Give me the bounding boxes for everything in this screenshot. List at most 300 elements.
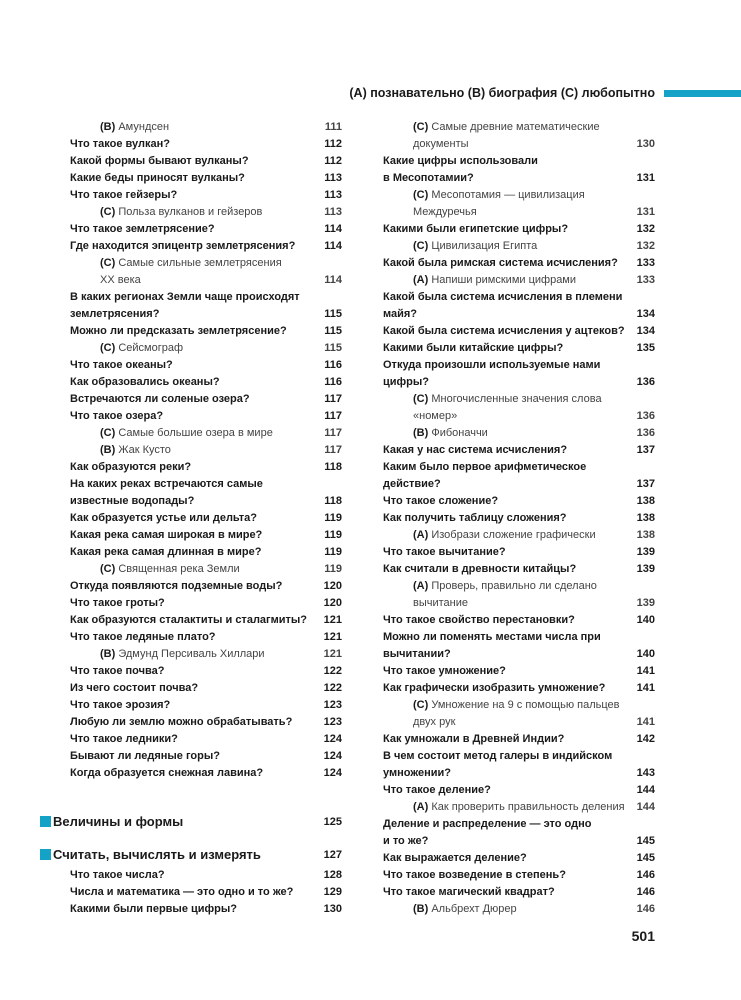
entry-line: [383, 646, 655, 663]
toc-entry: [70, 867, 342, 884]
entry-page: 136: [636, 410, 655, 422]
entry-page: 141: [636, 716, 655, 728]
entry-line: [100, 272, 342, 289]
entry-page: 138: [636, 512, 655, 524]
toc-entry: [70, 510, 342, 527]
entry-line: [383, 510, 655, 527]
entry-text: Месопотамия — цивилизация: [431, 189, 585, 201]
entry-text: В каких регионах Земли чаще происходят: [70, 291, 300, 303]
entry-line: [383, 153, 655, 170]
entry-text: Что такое землетрясение?: [70, 223, 215, 235]
entry-page: 129: [323, 886, 342, 898]
entry-text: Какими были китайские цифры?: [383, 342, 564, 354]
toc-entry: [70, 884, 342, 901]
entry-line: [100, 340, 342, 357]
toc-entry: [70, 289, 342, 323]
category-tag: (C): [100, 342, 116, 354]
entry-line: [383, 629, 655, 646]
toc-entry: [70, 476, 342, 510]
entry-text: Какой была система исчисления в племени: [383, 291, 623, 303]
entry-text: Изобрази сложение графически: [431, 529, 596, 541]
toc-entry: [70, 748, 342, 765]
entry-text: Из чего состоит почва?: [70, 682, 199, 694]
entry-page: 132: [636, 240, 655, 252]
entry-line: [100, 646, 342, 663]
entry-page: 146: [636, 869, 655, 881]
entry-text: Как графически изобразить умножение?: [383, 682, 606, 694]
entry-text: «номер»: [413, 410, 458, 422]
category-tag: (C): [413, 699, 429, 711]
entry-line: [383, 765, 655, 782]
entry-page: 144: [636, 784, 655, 796]
entry-page: 114: [324, 240, 342, 252]
entry-line: [70, 748, 342, 765]
entry-page: 123: [323, 716, 342, 728]
entry-page: 141: [636, 682, 655, 694]
entry-text: Какая у нас система исчисления?: [383, 444, 568, 456]
entry-line: [70, 306, 342, 323]
toc-entry: [383, 612, 655, 629]
entry-line: [413, 799, 655, 816]
entry-line: [383, 816, 655, 833]
section-title: Величины и формы: [53, 814, 184, 829]
entry-text: Бывают ли ледяные горы?: [70, 750, 220, 762]
entry-line: [413, 119, 655, 136]
entry-text: Проверь, правильно ли сделано: [431, 580, 597, 592]
section-page: 125: [323, 816, 342, 828]
entry-text: Альбрехт Дюрер: [431, 903, 517, 915]
entry-page: 134: [636, 325, 655, 337]
entry-text: Как считали в древности китайцы?: [383, 563, 577, 575]
entry-page: 115: [324, 342, 342, 354]
entry-text: Какие цифры использовали: [383, 155, 538, 167]
entry-text: Что такое возведение в степень?: [383, 869, 566, 881]
toc-subentry: [383, 391, 655, 425]
entry-line: [70, 612, 342, 629]
toc-list-left-top: [70, 119, 342, 782]
entry-line: [70, 714, 342, 731]
entry-line: [413, 272, 655, 289]
entry-line: [383, 663, 655, 680]
entry-line: [413, 425, 655, 442]
entry-text: умножении?: [383, 767, 451, 779]
entry-line: [383, 731, 655, 748]
entry-line: [383, 680, 655, 697]
toc-entry: [383, 493, 655, 510]
toc-entry: [70, 187, 342, 204]
entry-text: Как умножали в Древней Индии?: [383, 733, 565, 745]
entry-text: вычитание: [413, 597, 468, 609]
section-title: Считать, вычислять и измерять: [53, 847, 261, 862]
entry-page: 111: [324, 121, 342, 133]
toc-entry: [70, 238, 342, 255]
entry-page: 138: [636, 495, 655, 507]
toc-subentry: [383, 527, 655, 544]
entry-page: 117: [324, 427, 342, 439]
toc-entry: [70, 680, 342, 697]
entry-line: [70, 901, 342, 918]
entry-line: [70, 510, 342, 527]
toc-entry: [383, 510, 655, 527]
toc-subentry: [383, 119, 655, 153]
entry-text: Что такое ледяные плато?: [70, 631, 216, 643]
toc-subentry: [70, 561, 342, 578]
entry-text: Амундсен: [118, 121, 170, 133]
entry-page: 113: [324, 172, 342, 184]
entry-page: 117: [324, 444, 342, 456]
entry-page: 138: [636, 529, 655, 541]
entry-page: 122: [323, 665, 342, 677]
entry-line: [100, 204, 342, 221]
entry-page: 113: [324, 206, 342, 218]
toc-entry: [70, 731, 342, 748]
entry-text: Что такое магический квадрат?: [383, 886, 555, 898]
entry-page: 117: [324, 393, 342, 405]
entry-text: Какая река самая широкая в мире?: [70, 529, 263, 541]
category-tag: (B): [100, 648, 116, 660]
entry-line: [383, 867, 655, 884]
entry-text: документы: [413, 138, 469, 150]
entry-line: [413, 578, 655, 595]
entry-line: [383, 442, 655, 459]
entry-page: 114: [324, 274, 342, 286]
entry-page: 118: [324, 461, 342, 473]
entry-line: [70, 884, 342, 901]
entry-text: Что такое гроты?: [70, 597, 165, 609]
entry-page: 145: [636, 835, 655, 847]
entry-text: Что такое вулкан?: [70, 138, 170, 150]
entry-page: 116: [324, 359, 342, 371]
section-bullet-icon: [40, 849, 51, 860]
toc-subentry: [70, 204, 342, 221]
entry-line: [70, 629, 342, 646]
entry-line: [383, 221, 655, 238]
category-tag: (C): [100, 563, 116, 575]
category-legend: (A) познавательно (B) биография (C) любопытно: [349, 86, 655, 100]
entry-page: 115: [324, 308, 342, 320]
entry-line: [413, 136, 655, 153]
entry-text: Какие беды приносят вулканы?: [70, 172, 245, 184]
entry-page: 134: [636, 308, 655, 320]
toc-subentry: [383, 901, 655, 918]
entry-text: Как проверить правильность деления: [431, 801, 625, 813]
entry-page: 140: [636, 614, 655, 626]
entry-line: [70, 595, 342, 612]
section-bullet-icon: [40, 816, 51, 827]
entry-text: Священная река Земли: [118, 563, 240, 575]
toc-subentry: [383, 187, 655, 221]
toc-entry: [70, 629, 342, 646]
toc-entry: [70, 697, 342, 714]
toc-entry: [383, 289, 655, 323]
entry-page: 112: [324, 155, 342, 167]
entry-text: Любую ли землю можно обрабатывать?: [70, 716, 293, 728]
entry-line: [70, 153, 342, 170]
entry-line: [383, 357, 655, 374]
category-tag: (C): [413, 189, 429, 201]
entry-line: [70, 663, 342, 680]
toc-entry: [383, 153, 655, 187]
toc-entry: [70, 391, 342, 408]
entry-line: [70, 221, 342, 238]
entry-text: Какой формы бывают вулканы?: [70, 155, 249, 167]
entry-page: 122: [323, 682, 342, 694]
category-tag: (C): [413, 121, 429, 133]
toc-entry: [383, 748, 655, 782]
entry-page: 142: [636, 733, 655, 745]
entry-line: [383, 561, 655, 578]
entry-text: Эдмунд Персиваль Хиллари: [118, 648, 265, 660]
entry-text: Откуда появляются подземные воды?: [70, 580, 283, 592]
entry-page: 119: [324, 529, 342, 541]
entry-text: Умножение на 9 с помощью пальцев: [431, 699, 620, 711]
category-tag: (C): [413, 240, 429, 252]
entry-page: 113: [324, 189, 342, 201]
entry-line: [70, 136, 342, 153]
entry-line: [383, 476, 655, 493]
entry-text: Какая река самая длинная в мире?: [70, 546, 262, 558]
toc-entry: [70, 595, 342, 612]
entry-line: [383, 493, 655, 510]
toc-entry: [70, 374, 342, 391]
entry-line: [70, 867, 342, 884]
category-tag: (B): [100, 444, 116, 456]
entry-page: 131: [636, 172, 655, 184]
toc-entry: [70, 459, 342, 476]
entry-text: Польза вулканов и гейзеров: [118, 206, 263, 218]
entry-line: [70, 544, 342, 561]
entry-page: 133: [636, 257, 655, 269]
entry-page: 121: [323, 614, 342, 626]
entry-text: Где находится эпицентр землетрясения?: [70, 240, 296, 252]
entry-text: Самые древние математические: [431, 121, 600, 133]
entry-page: 119: [324, 546, 342, 558]
page-header: [0, 84, 741, 102]
entry-text: Жак Кусто: [118, 444, 171, 456]
entry-text: Деление и распределение — это одно: [383, 818, 592, 830]
entry-line: [100, 255, 342, 272]
entry-line: [70, 765, 342, 782]
toc-subentry: [70, 442, 342, 459]
entry-page: 137: [636, 478, 655, 490]
entry-text: Можно ли поменять местами числа при: [383, 631, 601, 643]
entry-text: Самые сильные землетрясения: [118, 257, 282, 269]
toc-entry: [383, 340, 655, 357]
entry-line: [70, 578, 342, 595]
entry-page: 140: [636, 648, 655, 660]
entry-page: 139: [636, 546, 655, 558]
entry-line: [383, 323, 655, 340]
toc-entry: [70, 136, 342, 153]
header-accent-bar: [664, 90, 741, 97]
category-tag: (C): [413, 393, 429, 405]
entry-text: Что такое океаны?: [70, 359, 173, 371]
entry-line: [383, 833, 655, 850]
category-tag: (B): [413, 903, 429, 915]
entry-text: Когда образуется снежная лавина?: [70, 767, 264, 779]
toc-entry: [383, 629, 655, 663]
entry-page: 118: [324, 495, 342, 507]
entry-line: [383, 782, 655, 799]
entry-line: [100, 561, 342, 578]
entry-page: 130: [636, 138, 655, 150]
toc-entry: [70, 714, 342, 731]
toc-entry: [383, 323, 655, 340]
toc-entry: [70, 578, 342, 595]
entry-page: 124: [323, 750, 342, 762]
toc-entry: [70, 663, 342, 680]
entry-line: [70, 323, 342, 340]
entry-page: 115: [324, 325, 342, 337]
entry-line: [413, 595, 655, 612]
toc-entry: [383, 255, 655, 272]
entry-line: [413, 714, 655, 731]
section-page: 127: [323, 849, 342, 861]
entry-text: в Месопотамии?: [383, 172, 474, 184]
toc-subentry: [383, 799, 655, 816]
category-tag: (A): [413, 801, 429, 813]
entry-page: 144: [636, 801, 655, 813]
entry-page: 146: [636, 886, 655, 898]
entry-line: [383, 255, 655, 272]
entry-page: 120: [323, 580, 342, 592]
entry-text: Многочисленные значения слова: [431, 393, 602, 405]
entry-page: 132: [636, 223, 655, 235]
entry-page: 131: [636, 206, 655, 218]
toc-entry: [383, 544, 655, 561]
toc-subentry: [70, 340, 342, 357]
entry-line: [70, 731, 342, 748]
entry-page: 141: [636, 665, 655, 677]
toc-subentry: [70, 646, 342, 663]
toc-entry: [70, 323, 342, 340]
category-tag: (C): [100, 206, 116, 218]
entry-line: [383, 340, 655, 357]
entry-text: Каким было первое арифметическое: [383, 461, 587, 473]
category-tag: (B): [100, 121, 116, 133]
toc-entry: [70, 221, 342, 238]
entry-text: Что такое деление?: [383, 784, 491, 796]
entry-page: 133: [636, 274, 655, 286]
toc-subentry: [383, 238, 655, 255]
entry-line: [100, 119, 342, 136]
entry-page: 121: [323, 648, 342, 660]
entry-line: [70, 527, 342, 544]
entry-text: Что такое гейзеры?: [70, 189, 178, 201]
toc-entry: [383, 221, 655, 238]
entry-line: [413, 391, 655, 408]
entry-line: [70, 289, 342, 306]
entry-line: [70, 357, 342, 374]
toc-entry: [383, 816, 655, 850]
entry-page: 135: [636, 342, 655, 354]
toc-subentry: [383, 578, 655, 612]
entry-line: [413, 901, 655, 918]
toc-subentry: [70, 255, 342, 289]
entry-line: [70, 493, 342, 510]
entry-text: На каких реках встречаются самые: [70, 478, 263, 490]
toc-entry: [383, 850, 655, 867]
entry-text: Какой была римская система исчисления?: [383, 257, 618, 269]
entry-line: [383, 884, 655, 901]
entry-text: майя?: [383, 308, 418, 320]
entry-text: Числа и математика — это одно и то же?: [70, 886, 294, 898]
category-tag: (A): [413, 529, 429, 541]
toc-entry: [383, 442, 655, 459]
entry-page: 124: [323, 733, 342, 745]
entry-page: 136: [636, 376, 655, 388]
entry-line: [413, 408, 655, 425]
toc-subentry: [70, 425, 342, 442]
entry-line: [383, 544, 655, 561]
entry-text: Что такое сложение?: [383, 495, 499, 507]
section-heading-counting: [40, 845, 342, 865]
entry-page: 119: [324, 512, 342, 524]
entry-text: цифры?: [383, 376, 429, 388]
category-tag: (B): [413, 427, 429, 439]
entry-text: Как образуется устье или дельта?: [70, 512, 257, 524]
toc-entry: [383, 459, 655, 493]
category-tag: (C): [100, 257, 116, 269]
entry-page: 146: [636, 903, 655, 915]
entry-text: XX века: [100, 274, 141, 286]
entry-page: 124: [323, 767, 342, 779]
entry-page: 143: [636, 767, 655, 779]
entry-text: Междуречья: [413, 206, 477, 218]
entry-page: 116: [324, 376, 342, 388]
entry-text: Какими были египетские цифры?: [383, 223, 569, 235]
toc-entry: [70, 527, 342, 544]
toc-subentry: [383, 425, 655, 442]
toc-entry: [383, 561, 655, 578]
entry-text: Что такое почва?: [70, 665, 165, 677]
toc-entry: [383, 663, 655, 680]
entry-text: Как выражается деление?: [383, 852, 527, 864]
category-tag: (A): [413, 274, 429, 286]
entry-text: и то же?: [383, 835, 429, 847]
toc-subentry: [383, 272, 655, 289]
toc-list-right: [383, 119, 655, 918]
toc-entry: [383, 680, 655, 697]
entry-line: [70, 238, 342, 255]
entry-line: [413, 238, 655, 255]
entry-line: [70, 170, 342, 187]
entry-line: [383, 170, 655, 187]
entry-line: [383, 374, 655, 391]
entry-line: [70, 459, 342, 476]
entry-line: [70, 391, 342, 408]
entry-page: 145: [636, 852, 655, 864]
entry-text: Встречаются ли соленые озера?: [70, 393, 250, 405]
entry-text: двух рук: [413, 716, 456, 728]
entry-text: вычитании?: [383, 648, 451, 660]
toc-column-right: [383, 119, 655, 918]
entry-line: [383, 850, 655, 867]
entry-text: Как получить таблицу сложения?: [383, 512, 567, 524]
entry-text: Напиши римскими цифрами: [431, 274, 577, 286]
entry-page: 114: [324, 223, 342, 235]
entry-line: [70, 680, 342, 697]
entry-text: Что такое числа?: [70, 869, 165, 881]
entry-text: действие?: [383, 478, 441, 490]
toc-column-left: [70, 119, 342, 918]
entry-page: 139: [636, 597, 655, 609]
entry-page: 112: [324, 138, 342, 150]
toc-entry: [383, 867, 655, 884]
toc-entry: [70, 357, 342, 374]
entry-line: [413, 187, 655, 204]
category-tag: (A): [413, 580, 429, 592]
